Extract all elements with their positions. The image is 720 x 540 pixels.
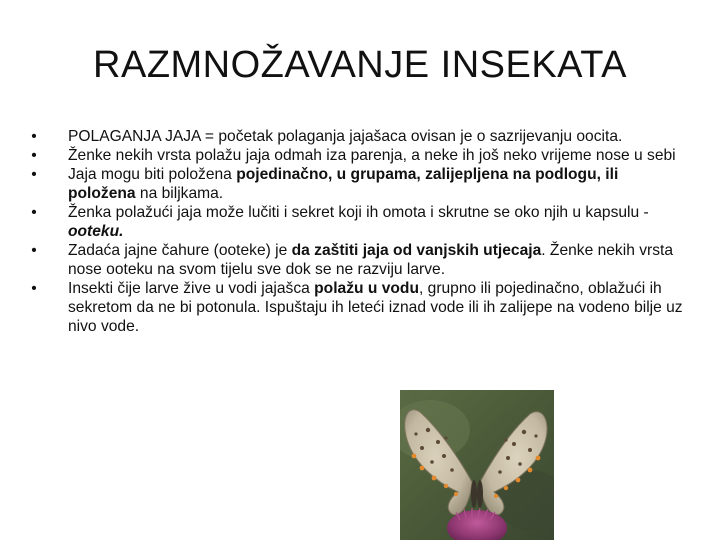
bullet-text-bold: da zaštiti jaja od vanjskih utjecaja xyxy=(291,242,542,259)
bullet-item xyxy=(28,279,688,336)
bullet-dot: • xyxy=(31,242,37,259)
bullet-text: na biljkama. xyxy=(135,185,224,202)
bullet-dot: • xyxy=(31,147,37,164)
bullet-dot: • xyxy=(31,166,37,183)
bullet-text-bold: polažu u vodu xyxy=(314,280,419,297)
bullet-text: POLAGANJA JAJA = početak polaganja jajašaca ovisan je o sazrijevanju oocita. xyxy=(68,128,623,145)
bullet-text: Jaja mogu biti položena xyxy=(68,166,237,183)
bullet-dot: • xyxy=(31,280,37,297)
bullet-item xyxy=(28,146,688,165)
bullet-text: Zadaća jajne čahure (ooteke) je xyxy=(68,242,292,259)
bullet-dot: • xyxy=(31,128,37,145)
mating-butterflies-photo xyxy=(400,390,554,540)
bullet-text: Insekti čije larve žive u vodi jajašca xyxy=(68,280,315,297)
bullet-text-bold-italic: ooteku. xyxy=(68,223,124,240)
bullet-text: Ženke nekih vrsta polažu jaja odmah iza parenja, a neke ih još neko vrijeme nose u sebi xyxy=(68,147,676,164)
bullet-dot: • xyxy=(31,204,37,221)
bullet-text: . Ženke nekih vrsta nose ooteku na svom tijelu sve dok se ne razviju larve. xyxy=(68,242,673,278)
slide-title: RAZMNOŽAVANJE INSEKATA xyxy=(93,44,627,86)
bullet-text-bold: pojedinačno, u grupama, zalijepljena na podlogu, ili položena xyxy=(68,166,619,202)
bullet-item xyxy=(28,203,688,241)
bullet-item xyxy=(28,241,688,279)
bullet-list xyxy=(28,127,688,336)
bullet-item xyxy=(28,127,688,146)
bullet-text: Ženka polažući jaja može lučiti i sekret koji ih omota i skrutne se oko njih u kapsulu - xyxy=(68,204,649,221)
bullet-item xyxy=(28,165,688,203)
bullet-text: , grupno ili pojedinačno, oblažući ih sekretom da ne bi potonula. Ispuštaju ih leteći iznad vode ili ih zalijepe na vodeno bilje uz nivo vode. xyxy=(68,280,683,335)
